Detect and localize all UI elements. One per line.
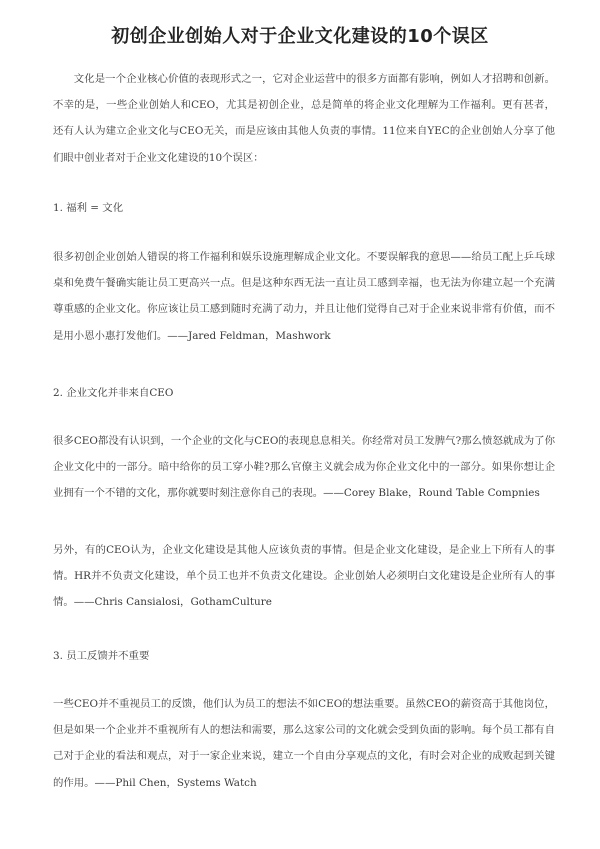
section-1-paragraph-1: 很多初创企业创始人错误的将工作福利和娱乐设施理解成企业文化。不要误解我的意思——给员工配上乒乓球桌和免费午餐确实能让员工更高兴一点。但是这种东西无法一直让员工感到幸福，也无法为你建立起一个充满尊重感的企业文化。你应该让员工感到随时充满了动力，并且让他们觉得自己对于企业来说非常有价值，而不是用小恩小惠打发他们。——Jared Feldman，Mashwork	[53, 251, 555, 342]
section-2-paragraph-1: 很多CEO都没有认识到，一个企业的文化与CEO的表现息息相关。你经常对员工发脾气?那么愤怒就成为了你企业文化中的一部分。暗中给你的员工穿小鞋?那么官僚主义就会成为你企业文化中的一部分。如果你想让企业拥有一个不错的文化，那你就要时刻注意你自己的表现。——Corey Blake，Round Table Compnies	[53, 435, 555, 500]
section-heading-2: 2. 企业文化并非来自CEO	[53, 387, 174, 399]
section-heading-1: 1. 福利 = 文化	[53, 202, 124, 214]
document-title: 初创企业创始人对于企业文化建设的10个误区	[111, 26, 489, 47]
section-heading-3: 3. 员工反馈并不重要	[53, 650, 150, 662]
section-2-paragraph-2: 另外，有的CEO认为，企业文化建设是其他人应该负责的事情。但是企业文化建设，是企业上下所有人的事情。HR并不负责文化建设，单个员工也并不负责文化建设。企业创始人必须明白文化建设是企业所有人的事情。——Chris Cansialosi，GothamCulture	[53, 544, 555, 609]
section-3-paragraph-1: 一些CEO并不重视员工的反馈，他们认为员工的想法不如CEO的想法重要。虽然CEO的薪资高于其他岗位，但是如果一个企业并不重视所有人的想法和需要，那么这家公司的文化就会受到负面的影响。每个员工都有自己对于企业的看法和观点，对于一家企业来说，建立一个自由分享观点的文化，有时会对企业的成败起到关键的作用。——Phil Chen，Systems Watch	[53, 698, 555, 789]
intro-paragraph: 文化是一个企业核心价值的表现形式之一，它对企业运营中的很多方面都有影响，例如人才招聘和创新。不幸的是，一些企业创始人和CEO，尤其是初创企业，总是简单的将企业文化理解为工作福利。更有甚者，还有人认为建立企业文化与CEO无关，而是应该由其他人负责的事情。11位来自YEC的企业创始人分享了他们眼中创业者对于企业文化建设的10个误区：	[53, 73, 555, 164]
